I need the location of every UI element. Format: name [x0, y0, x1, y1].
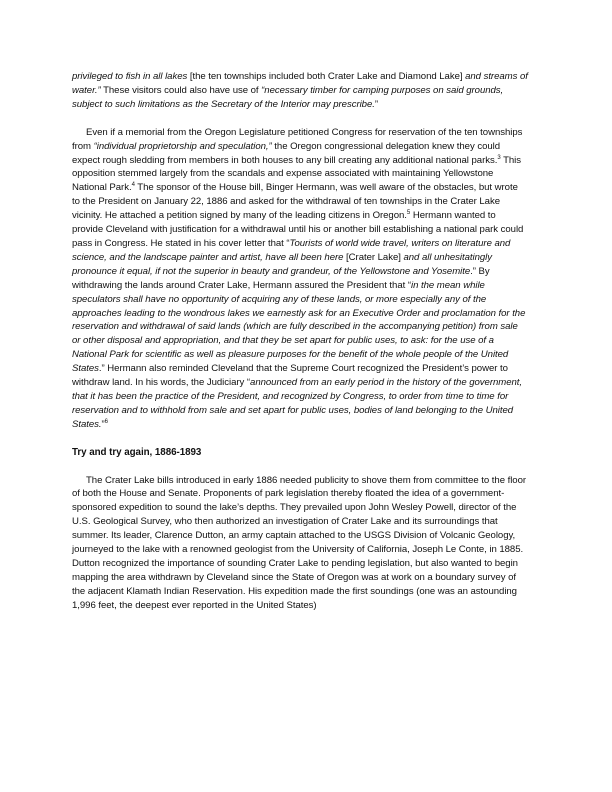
italic-run: and all unhesitatingly pronounce it equal, if not the superior in beauty and grandeur, of the Yellowstone and Yosemite — [72, 251, 492, 277]
section-gap — [72, 432, 528, 446]
italic-run: in the mean while speculators shall have no opportunity of acquiring any of these lands, or more especially any of the approaches leading to the wondrous lakes we earnestly ask for an Executive Order and proclamation for the reservation and withdrawal of said lands (which are fully described in the accompanying petition) from sale or other disposal and appropriation, and that they be set apart for public uses, to ask: for the use of a National Park for scientific as well as pleasure purposes for the benefit of the whole people of the United States — [72, 279, 526, 375]
text-run: [Crater Lake] — [343, 251, 404, 263]
italic-run: “necessary timber for camping purposes on said grounds, subject to such limitations as the Secretary of the Interior may prescribe. — [72, 84, 504, 110]
text-run: [the ten townships included both Crater Lake and Diamond Lake] — [187, 71, 466, 82]
text-run: These visitors could also have use of — [100, 84, 262, 96]
italic-run: “individual proprietorship and speculation,” — [93, 140, 272, 152]
section-heading: Try and try again, 1886-1893 — [72, 446, 202, 458]
footnote-marker: 5 — [406, 210, 411, 217]
text-run: Hermann wanted to provide Cleveland with justification for a withdrawal until his or another bill establishing a national park could pass in Congress. He stated in his cover letter that “ — [72, 210, 524, 249]
italic-run: and streams of water.” — [72, 71, 528, 96]
text-run: .” Hermann also reminded Cleveland that the Supreme Court recognized the President’s power to withdraw land. In his words, the Judiciary “ — [72, 363, 508, 389]
text-run: .” By withdrawing the lands around Crater Lake, Hermann assured the President that “ — [72, 265, 490, 291]
italic-run: announced from an early period in the history of the government, that it has been the practice of the President, and recognized by Congress, to order from time to time for reservation and to withhold from sale and set apart for public uses, bodies of land belonging to the United States. — [72, 377, 523, 430]
italic-run: privileged to fish in all lakes — [72, 71, 188, 82]
text-run: This opposition stemmed largely from the scandals and expense associated with maintaining Yellowstone National Park. — [72, 154, 521, 194]
paragraph-gap — [72, 112, 528, 126]
paragraph-1 — [72, 70, 528, 112]
paragraph-3: The Crater Lake bills introduced in early 1886 needed publicity to shove them from committee to the floor of both the House and Senate. Proponents of park legislation thereby floated the idea of a government-sponsored expedition to sound the lake’s depths. They prevailed upon John Wesley Powell, director of the U.S. Geological Survey, who then authorized an investigation of Crater Lake and its surroundings that summer. Its leader, Clarence Dutton, an army captain attached to the USGS Division of Volcanic Geology, journeyed to the lake with a renowned geologist from the University of California, Joseph Le Conte, in 1885. Dutton recognized the importance of sounding Crater Lake to pending legislation, but also wanted to begin mapping the area withdrawn by Cleveland since the State of Oregon was at work on a boundary survey of the adjacent Klamath Indian Reservation. His expedition made the first soundings (one was an astounding 1,996 feet, the deepest ever reported in the United States) — [72, 474, 527, 611]
heading-gap — [72, 460, 528, 474]
document-page — [72, 70, 528, 613]
footnote-marker: 3 — [497, 154, 501, 161]
italic-run: Tourists of world wide travel, writers on literature and science, and the landscape painter and artist, have all been here — [72, 237, 511, 263]
text-run: ” — [374, 98, 379, 110]
footnote-marker: 6 — [104, 418, 108, 425]
text-run: the Oregon congressional delegation knew they could expect rough sledding from members in both houses to any bill creating any additional national parks. — [72, 140, 501, 166]
footnote-marker: 4 — [131, 182, 135, 189]
text-run: The sponsor of the House bill, Binger Hermann, was well aware of the obstacles, but wrote to the President on January 22, 1886 and asked for the withdrawal of ten townships in the Crater Lake vicinity. He attached a petition signed by many of the leading citizens in Oregon. — [72, 182, 518, 222]
text-run: Even if a memorial from the Oregon Legislature petitioned Congress for reservation of the ten townships from — [72, 126, 523, 152]
paragraph-2 — [72, 126, 528, 432]
text-run: ” — [101, 418, 105, 430]
